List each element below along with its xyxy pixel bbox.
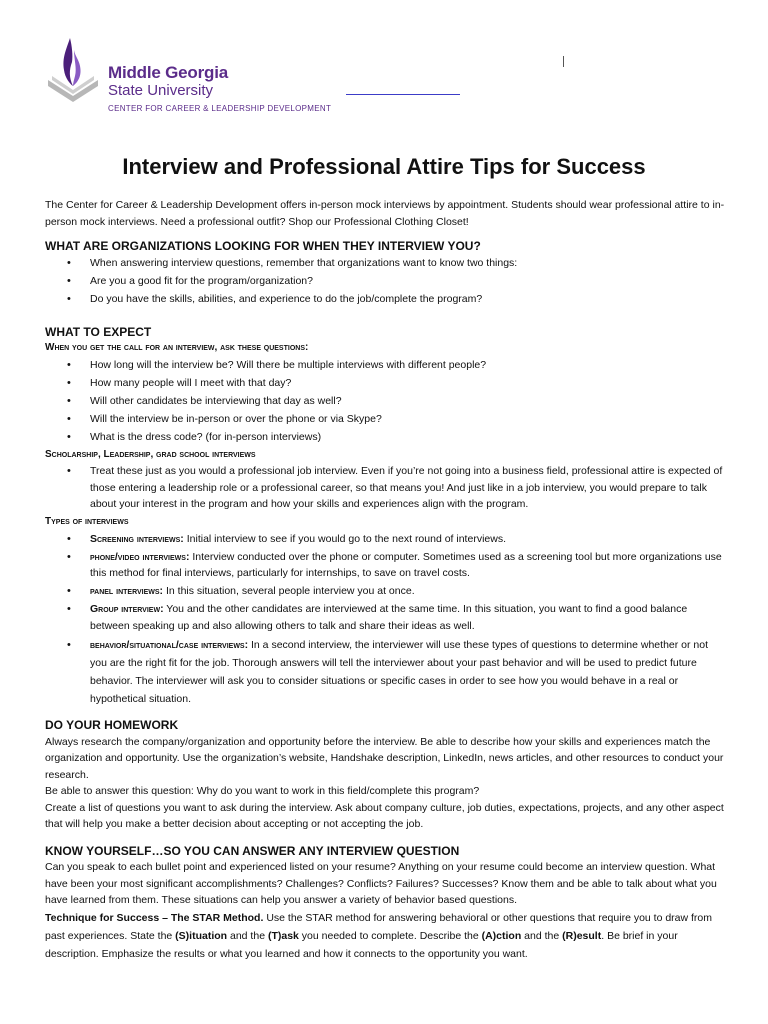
list-item: • Screening interviews: Initial interview to see if you would go to the next round of interviews. <box>45 531 725 548</box>
bullet-icon: • <box>67 274 71 287</box>
bullet-icon: • <box>67 292 71 305</box>
bullet-icon: • <box>67 394 71 407</box>
bullet-icon: • <box>67 550 71 563</box>
subheading-types: Types of interviews <box>45 516 129 527</box>
list-item: • Do you have the skills, abilities, and experience to do the job/complete the program? <box>45 291 725 308</box>
intro-paragraph: The Center for Career & Leadership Development offers in-person mock interviews by appointment. Students should wear professional attire to in-person mock interviews. Need a professional outfit? Shop our Professional Clothing Closet! <box>45 199 725 228</box>
interview-type-term: Screening interviews: <box>90 532 184 545</box>
interview-type-term: behavior/situational/case interviews: <box>90 638 249 651</box>
bullet-icon: • <box>67 430 71 443</box>
homework-paragraph: Always research the company/organization and opportunity before the interview. Be able to describe how your skills and experiences match the organization and opportunity. Use the organization’s website, Handshake description, LinkedIn, news articles, and other resources to conduct your research. <box>45 735 724 781</box>
list-item: • panel interviews: In this situation, several people interview you at once. <box>45 583 725 600</box>
university-logo <box>44 36 344 120</box>
logo-university-name: Middle Georgia <box>108 63 228 82</box>
bullet-icon: • <box>67 256 71 269</box>
homework-list-questions: Create a list of questions you want to ask during the interview. Ask about company culture, job duties, expectations, projects, and any other aspect that will help you make a better decision about accepting or not accepting the job. <box>45 801 724 830</box>
list-item: • How many people will I meet with that day? <box>45 375 725 392</box>
interview-type-term: phone/video interviews: <box>90 550 190 563</box>
scholarship-list <box>45 463 725 513</box>
list-item: • When answering interview questions, remember that organizations want to know two things: <box>45 255 725 272</box>
list-item: • Will other candidates be interviewing that day as well? <box>45 393 725 410</box>
subheading-call: When you get the call for an interview, ask these questions: <box>45 342 309 353</box>
know-yourself-paragraph: Can you speak to each bullet point and experienced listed on your resume? Anything on your resume could become an interview question. What have been your most significant accomplishments? Challenges? Conflicts? Failures? Successes? Know them and be able to talk about what you have learned from them. These situations can help you answer a variety of behavior based questions. <box>45 861 717 906</box>
bullet-icon: • <box>67 585 71 597</box>
call-questions-list <box>45 357 725 446</box>
bullet-icon: • <box>67 358 71 371</box>
star-method-label: Technique for Success – The STAR Method. <box>45 911 264 924</box>
bullet-icon: • <box>67 532 71 545</box>
bullet-icon: • <box>67 465 71 477</box>
document-body <box>45 197 725 963</box>
flame-logo-icon <box>44 36 102 102</box>
organizations-list <box>45 255 725 308</box>
list-item: • phone/video interviews: Interview conducted over the phone or computer. Sometimes used as a screening tool but more organizations use this method for final interviews, particularly for internships, to save on travel costs. <box>67 550 722 579</box>
logo-center-name: CENTER FOR CAREER & LEADERSHIP DEVELOPMENT <box>108 104 332 113</box>
list-item: • behavior/situational/case interviews: In a second interview, the interviewer will use these types of questions to determine whether or not you are the right fit for the job. Thorough answers will tell the interviewer about your past behavior and will be used to predict future behavior. The interviewer will ask you to consider situations or specific cases in order to see how you would behave in a real or hypothetical situation. <box>45 636 725 708</box>
list-item: • Treat these just as you would a professional job interview. Even if you’re not going into a business field, professional attire is expected of those entering a leadership role or a professional career, so that means you! And just like in a job interview, you would prepare to talk about your interest in the program and how your skills and experiences align with the program. <box>67 465 723 510</box>
list-item: • Are you a good fit for the program/organization? <box>45 273 725 290</box>
homework-question: Be able to answer this question: Why do you want to work in this field/complete this program? <box>45 785 480 797</box>
section-heading-organizations: WHAT ARE ORGANIZATIONS LOOKING FOR WHEN THEY INTERVIEW YOU? <box>45 239 481 253</box>
page-title: Interview and Professional Attire Tips for Success <box>122 154 646 179</box>
list-item: • Will the interview be in-person or over the phone or via Skype? <box>45 411 725 428</box>
bullet-icon: • <box>67 638 71 651</box>
list-item: • How long will the interview be? Will there be multiple interviews with different people? <box>45 357 725 374</box>
section-heading-homework: DO YOUR HOMEWORK <box>45 718 179 732</box>
header-tick <box>563 56 564 67</box>
section-heading-expect: WHAT TO EXPECT <box>45 324 152 339</box>
section-heading-know-yourself: KNOW YOURSELF…SO YOU CAN ANSWER ANY INTERVIEW QUESTION <box>45 843 460 858</box>
list-item: • Group interview: You and the other candidates are interviewed at the same time. In this situation, you want to find a good balance between speaking up and also allowing others to talk and share their ideas as well. <box>67 603 688 632</box>
logo-university-sub: State University <box>108 82 214 99</box>
subheading-scholarship: Scholarship, Leadership, grad school interviews <box>45 448 256 460</box>
header-rule <box>346 94 460 95</box>
interview-type-term: panel interviews: <box>90 585 164 597</box>
star-method-paragraph: Technique for Success – The STAR Method. Use the STAR method for answering behavioral or other questions that require you to draw from past experiences. State the (S)ituation and the (T)ask you needed to complete. Describe the (A)ction and the (R)esult. Be brief in your description. Emphasize the results or what you learned and how it connects to the opportunity you want. <box>45 911 713 960</box>
interview-type-term: Group interview: <box>90 603 164 615</box>
bullet-icon: • <box>67 412 71 425</box>
list-item: • What is the dress code? (for in-person interviews) <box>45 429 725 446</box>
bullet-icon: • <box>67 603 71 615</box>
interview-types-list <box>45 531 725 708</box>
bullet-icon: • <box>67 376 71 389</box>
